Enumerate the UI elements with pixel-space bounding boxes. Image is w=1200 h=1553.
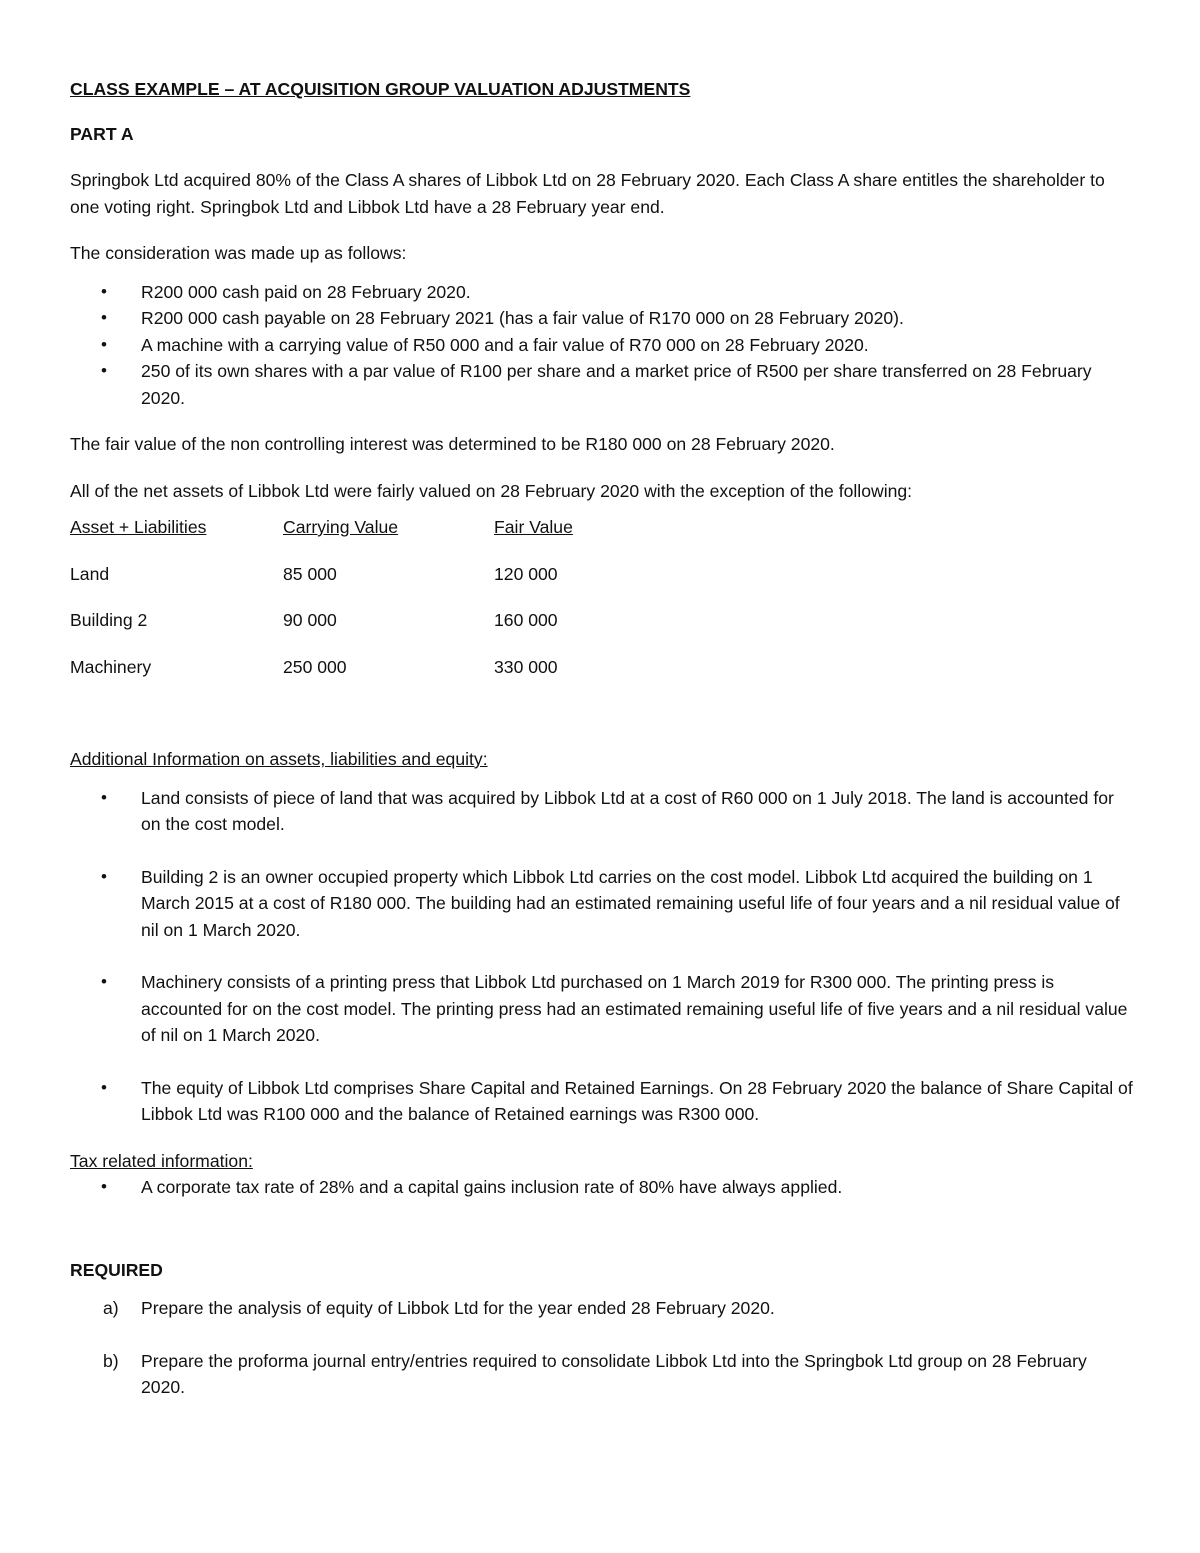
table-cell: 90 000	[283, 610, 337, 630]
list-item: • R200 000 cash payable on 28 February 2021 (has a fair value of R170 000 on 28 February 2020).	[70, 305, 1135, 332]
table-header: Carrying Value	[283, 517, 399, 537]
list-item: • A machine with a carrying value of R50 000 and a fair value of R70 000 on 28 February 2020.	[70, 332, 1135, 359]
table-cell: 250 000	[283, 656, 347, 677]
table-cell: Building 2	[70, 610, 148, 630]
consideration-intro: The consideration was made up as follows:	[70, 243, 407, 263]
table-cell: Machinery	[70, 656, 152, 677]
fair-value-table	[70, 514, 1135, 680]
list-item: • A corporate tax rate of 28% and a capital gains inclusion rate of 80% have always applied.	[70, 1174, 1135, 1201]
item-marker: a)	[103, 1298, 119, 1318]
item-text: Prepare the proforma journal entry/entries required to consolidate Libbok Ltd into the Springbok Ltd group on 28 February 2020.	[141, 1350, 1087, 1397]
list-item: • 250 of its own shares with a par value of R100 per share and a market price of R500 per share transferred on 28 February 2020.	[70, 358, 1135, 411]
table-cell: 330 000	[494, 656, 558, 677]
nci-paragraph: The fair value of the non controlling interest was determined to be R180 000 on 28 February 2020.	[70, 434, 835, 454]
list-item: • R200 000 cash paid on 28 February 2020.	[70, 279, 1135, 306]
additional-heading: Additional Information on assets, liabilities and equity:	[70, 749, 488, 769]
item-text: Prepare the analysis of equity of Libbok Ltd for the year ended 28 February 2020.	[141, 1298, 775, 1318]
list-item: • Land consists of piece of land that was acquired by Libbok Ltd at a cost of R60 000 on 1 July 2018. The land is accounted for on the cost model.	[70, 785, 1135, 838]
consideration-list	[70, 279, 1135, 412]
list-item: • Building 2 is an owner occupied property which Libbok Ltd carries on the cost model. Libbok Ltd acquired the building on 1 March 2015 at a cost of R180 000. The building had an estimated remaining useful life of four years and a nil residual value of nil on 1 March 2020.	[70, 864, 1135, 944]
required-heading: REQUIRED	[70, 1259, 163, 1280]
table-cell: 120 000	[494, 563, 558, 584]
list-item	[70, 1295, 1135, 1322]
document-page	[70, 76, 1135, 1427]
item-marker: b)	[103, 1350, 119, 1371]
document-title: CLASS EXAMPLE – AT ACQUISITION GROUP VALUATION ADJUSTMENTS	[70, 79, 691, 99]
table-header: Asset + Liabilities	[70, 517, 207, 537]
intro-paragraph: Springbok Ltd acquired 80% of the Class A shares of Libbok Ltd on 28 February 2020. Each Class A share entitles the shareholder to one voting right. Springbok Ltd and Libbok Ltd have a 28 February year end.	[70, 170, 1105, 217]
table-cell: Land	[70, 563, 110, 584]
table-cell: 160 000	[494, 610, 558, 630]
table-header: Fair Value	[494, 517, 573, 537]
list-item	[70, 1348, 1135, 1401]
net-assets-paragraph: All of the net assets of Libbok Ltd were fairly valued on 28 February 2020 with the exception of the following:	[70, 480, 913, 501]
list-item: • The equity of Libbok Ltd comprises Share Capital and Retained Earnings. On 28 February 2020 the balance of Share Capital of Libbok Ltd was R100 000 and the balance of Retained earnings was R300 000.	[70, 1075, 1135, 1128]
table-cell: 85 000	[283, 563, 337, 584]
list-item: • Machinery consists of a printing press that Libbok Ltd purchased on 1 March 2019 for R300 000. The printing press is accounted for on the cost model. The printing press had an estimated remaining useful life of five years and a nil residual value of nil on 1 March 2020.	[70, 969, 1135, 1049]
part-heading: PART A	[70, 123, 134, 144]
tax-list	[70, 1174, 1135, 1201]
additional-list	[70, 785, 1135, 1128]
required-list	[70, 1295, 1135, 1401]
tax-heading: Tax related information:	[70, 1150, 253, 1171]
